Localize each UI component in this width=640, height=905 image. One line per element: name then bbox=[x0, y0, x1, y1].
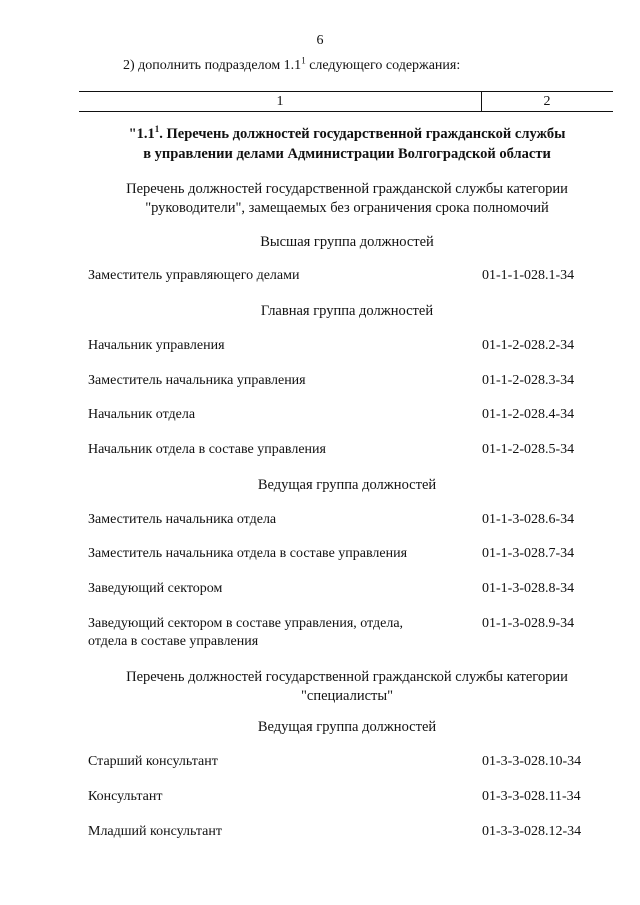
category-heading-line-2: "руководители", замещаемых без ограничения срока полномочий bbox=[145, 200, 549, 216]
table-row bbox=[88, 788, 608, 828]
position-code: 01-3-3-028.11-34 bbox=[482, 789, 581, 804]
position-code: 01-1-3-028.9-34 bbox=[482, 616, 575, 631]
category-heading-specialists bbox=[80, 668, 614, 706]
table-row bbox=[88, 406, 608, 446]
position-code: 01-3-3-028.12-34 bbox=[482, 824, 582, 839]
group-heading-main: Главная группа должностей bbox=[260, 303, 434, 319]
intro-paragraph bbox=[123, 55, 461, 74]
table-row bbox=[88, 441, 608, 481]
position-name: Заместитель начальника управления bbox=[88, 373, 306, 388]
position-name: Консультант bbox=[88, 789, 163, 804]
category-heading-leaders bbox=[80, 180, 614, 218]
column-header-2: 2 bbox=[543, 94, 551, 109]
section-title-line-1-rest: . Перечень должностей государственной гражданской службы bbox=[159, 126, 566, 142]
section-title-line-1 bbox=[80, 124, 614, 144]
position-code: 01-1-2-028.3-34 bbox=[482, 373, 575, 388]
table-row bbox=[88, 823, 608, 863]
table-row bbox=[88, 580, 608, 620]
page-number: 6 bbox=[316, 33, 324, 48]
intro-text-after: следующего содержания: bbox=[305, 58, 461, 73]
position-name: Заместитель начальника отдела bbox=[88, 512, 277, 527]
column-header-1: 1 bbox=[276, 94, 284, 109]
section-title-prefix: "1.1 bbox=[128, 126, 155, 142]
position-code: 01-1-2-028.4-34 bbox=[482, 407, 575, 422]
column-header-top-rule bbox=[79, 91, 613, 92]
position-name: Начальник управления bbox=[88, 338, 225, 353]
intro-text-before: 2) дополнить подразделом 1.1 bbox=[123, 58, 302, 73]
position-name: Старший консультант bbox=[88, 754, 218, 769]
position-code: 01-1-3-028.8-34 bbox=[482, 581, 575, 596]
column-header-bottom-rule bbox=[79, 111, 613, 112]
section-title-line-2: в управлении делами Администрации Волгоградской области bbox=[143, 146, 551, 162]
position-name: Начальник отдела bbox=[88, 407, 196, 422]
section-title bbox=[80, 124, 614, 164]
position-name bbox=[88, 615, 458, 651]
table-row bbox=[88, 615, 608, 655]
group-heading-highest: Высшая группа должностей bbox=[260, 234, 434, 250]
category-heading-line-1: Перечень должностей государственной гражданской службы категории bbox=[126, 181, 568, 197]
category-heading-line-2: "специалисты" bbox=[300, 688, 394, 704]
table-row bbox=[88, 545, 608, 585]
group-heading-leading-specialists: Ведущая группа должностей bbox=[257, 719, 437, 735]
position-name: Заведующий сектором bbox=[88, 581, 223, 596]
position-code: 01-1-1-028.1-34 bbox=[482, 268, 575, 283]
position-name: Начальник отдела в составе управления bbox=[88, 442, 326, 457]
group-heading-leading: Ведущая группа должностей bbox=[257, 477, 437, 493]
category-heading-line-1: Перечень должностей государственной гражданской службы категории bbox=[126, 669, 568, 685]
table-row bbox=[88, 753, 608, 793]
position-code: 01-3-3-028.10-34 bbox=[482, 754, 582, 769]
position-name: Заместитель начальника отдела в составе управления bbox=[88, 546, 408, 561]
position-code: 01-1-2-028.5-34 bbox=[482, 442, 575, 457]
table-row bbox=[88, 267, 608, 307]
intro-superscript: 1 bbox=[301, 55, 306, 66]
position-code: 01-1-3-028.6-34 bbox=[482, 512, 575, 527]
table-row bbox=[88, 337, 608, 377]
section-title-superscript: 1 bbox=[154, 124, 160, 135]
column-header-table bbox=[79, 91, 613, 113]
position-name-line-1: Заведующий сектором в составе управления, отдела, bbox=[88, 616, 404, 631]
position-name-line-2: отдела в составе управления bbox=[88, 634, 259, 649]
position-code: 01-1-2-028.2-34 bbox=[482, 338, 575, 353]
position-name: Заместитель управляющего делами bbox=[88, 268, 300, 283]
position-name: Младший консультант bbox=[88, 824, 222, 839]
position-code: 01-1-3-028.7-34 bbox=[482, 546, 575, 561]
